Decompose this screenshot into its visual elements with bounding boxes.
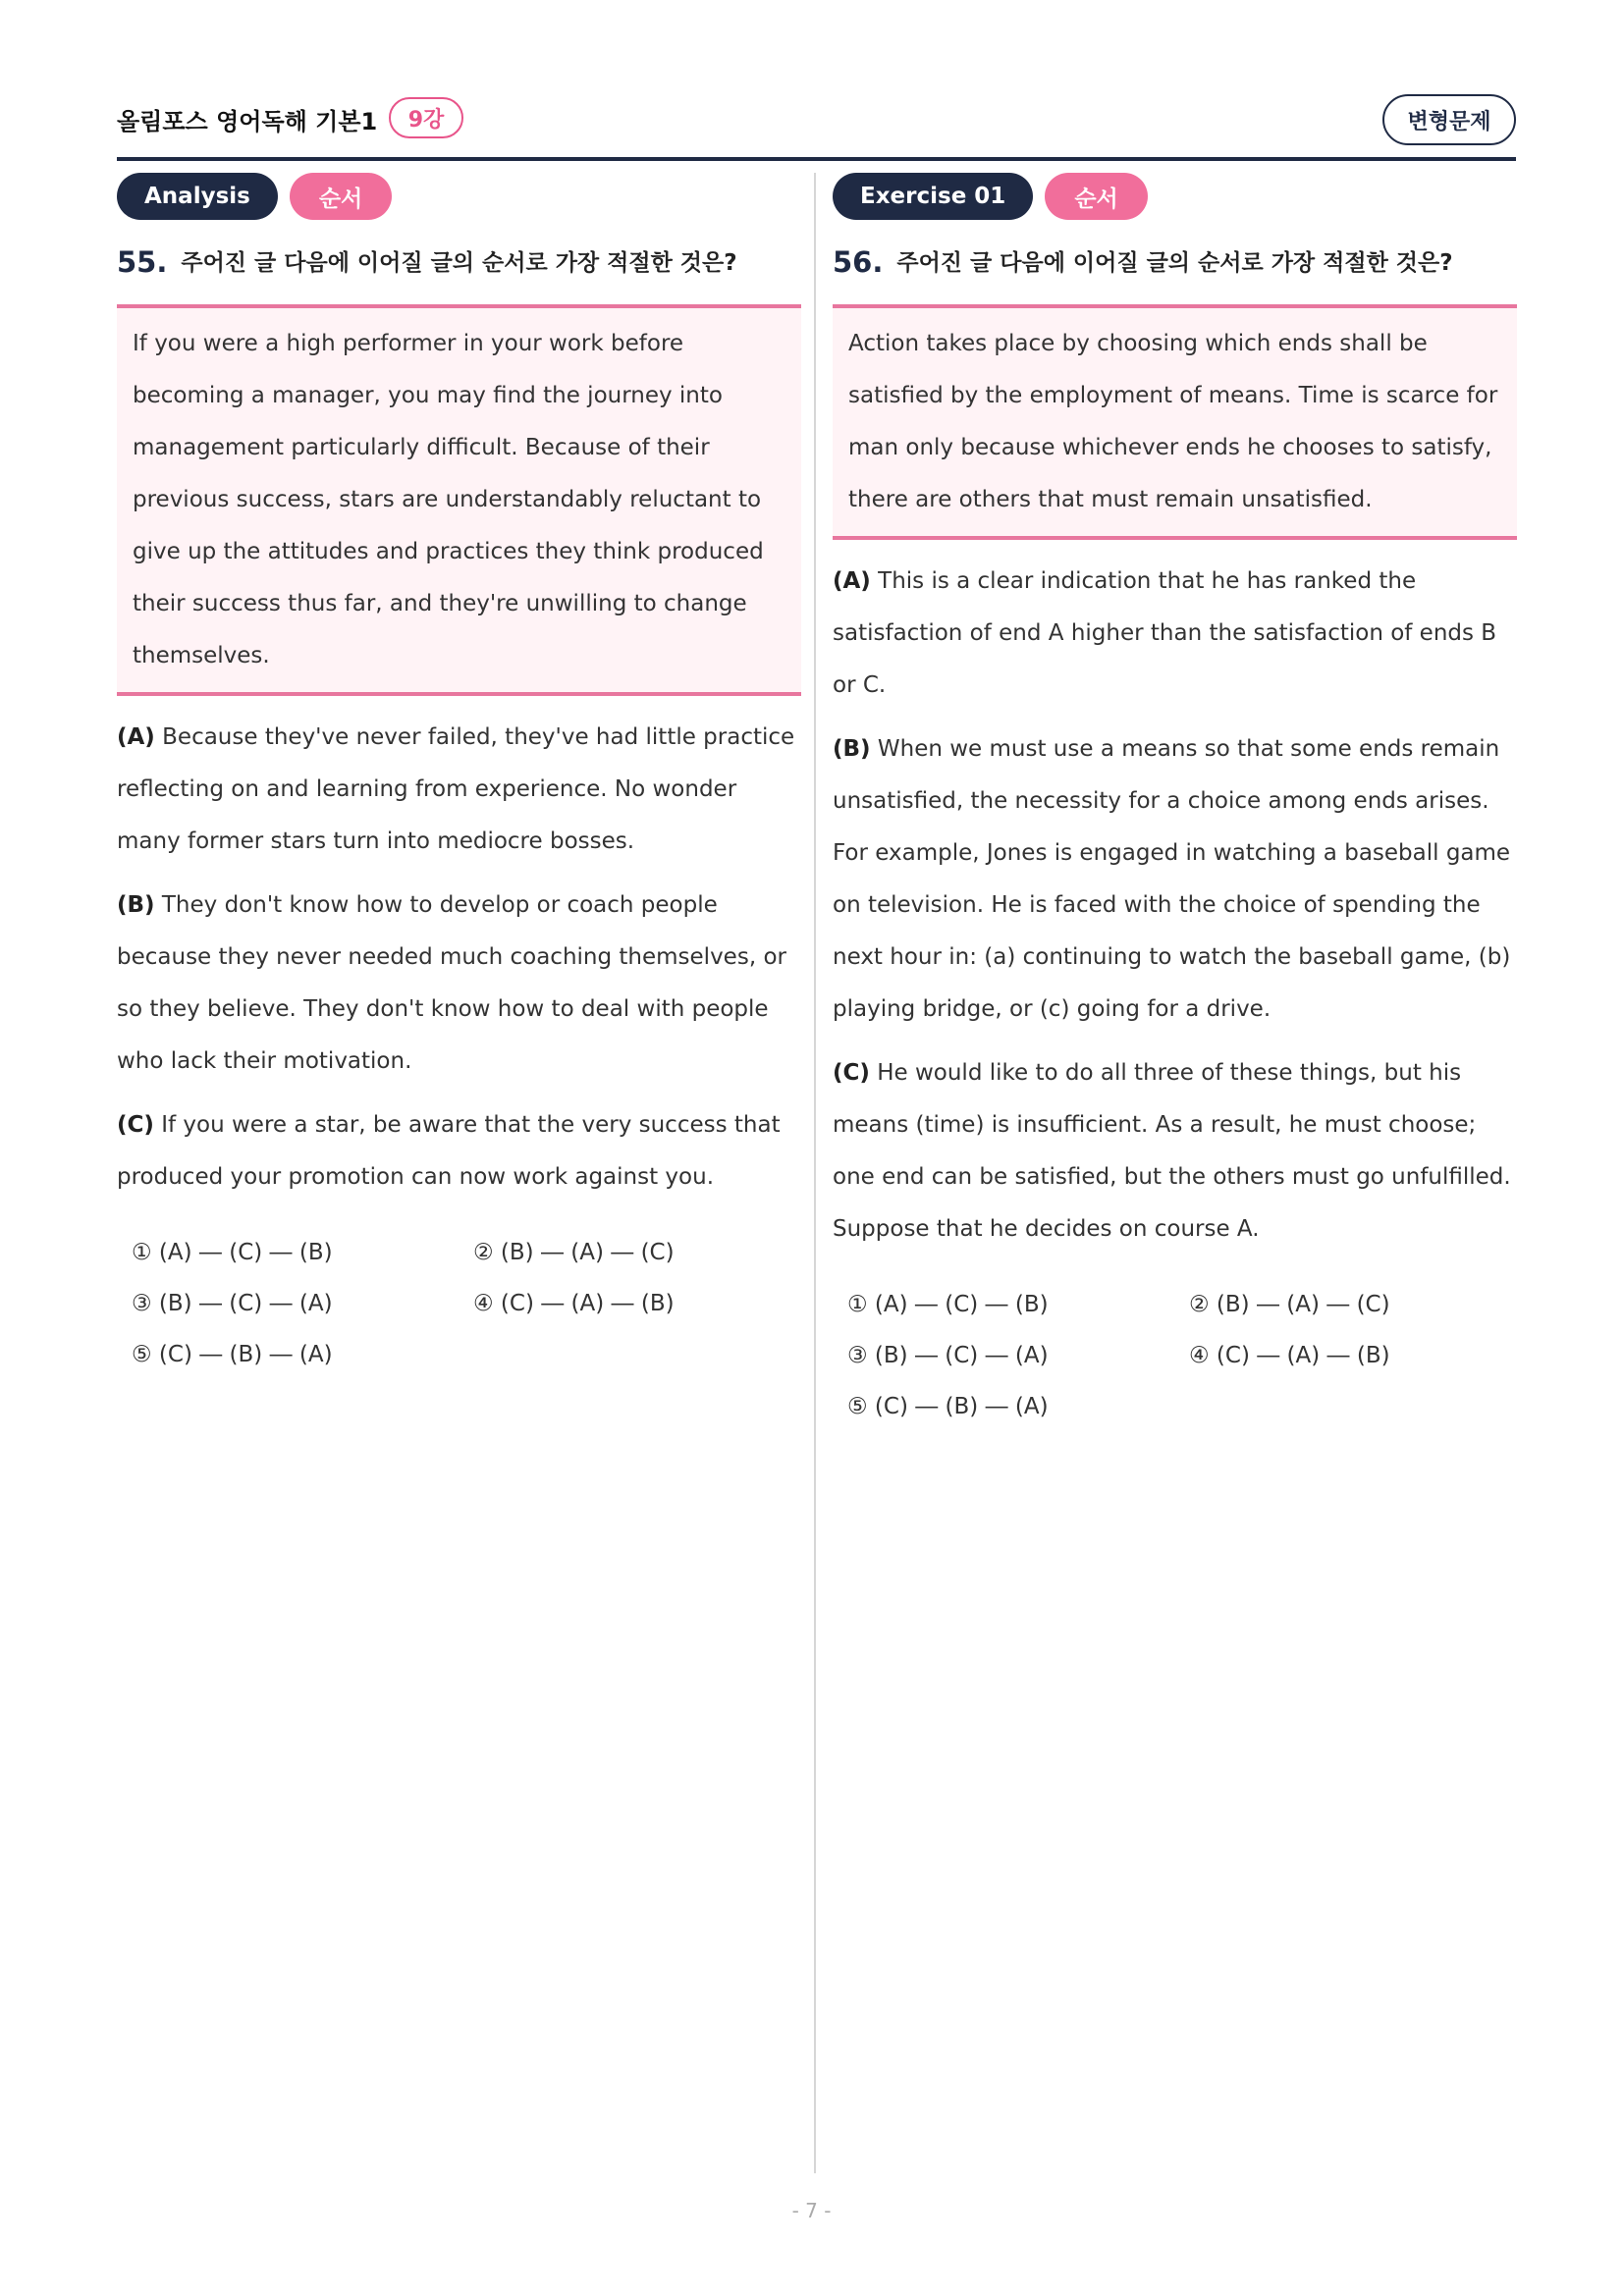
paragraph-text: They don't know how to develop or coach people because they never needed much coaching themselves, or so they believe. They don't know how to deal with people who lack their motivation. xyxy=(117,892,786,1074)
choice-1[interactable]: ① (A) ― (C) ― (B) xyxy=(847,1292,1049,1317)
book-title: 올림포스 영어독해 기본1 xyxy=(117,108,378,135)
choice-3[interactable]: ③ (B) ― (C) ― (A) xyxy=(132,1291,333,1316)
paragraph-a xyxy=(117,712,801,868)
paragraph-c xyxy=(117,1099,801,1203)
lesson-badge: 9강 xyxy=(389,97,463,138)
answer-choices xyxy=(117,1227,801,1380)
given-passage-text: Action takes place by choosing which ends shall be satisfied by the employment of means. Time is scarce for man only because whichever ends he chooses to satisfy, there are others that must remain unsatisfied. xyxy=(848,331,1498,512)
order-tag: 순서 xyxy=(1045,173,1147,220)
paragraph-text: This is a clear indication that he has ranked the satisfaction of end A higher than the satisfaction of ends B or C. xyxy=(833,568,1497,698)
paragraph-label: (C) xyxy=(117,1112,154,1138)
exercise-tag: Exercise 01 xyxy=(833,173,1033,220)
passage-paragraphs xyxy=(833,556,1517,1255)
analysis-tag: Analysis xyxy=(117,173,278,220)
choice-2[interactable]: ② (B) ― (A) ― (C) xyxy=(1189,1292,1390,1317)
choice-5[interactable]: ⑤ (C) ― (B) ― (A) xyxy=(132,1342,333,1367)
choice-5[interactable]: ⑤ (C) ― (B) ― (A) xyxy=(847,1394,1049,1419)
passage-paragraphs xyxy=(117,712,801,1203)
page-header xyxy=(117,94,1516,161)
right-tags xyxy=(833,173,1517,222)
choice-2[interactable]: ② (B) ― (A) ― (C) xyxy=(473,1240,675,1265)
paragraph-b xyxy=(117,880,801,1088)
question-header xyxy=(833,245,1517,308)
right-column xyxy=(833,173,1517,1432)
question-text: 주어진 글 다음에 이어질 글의 순서로 가장 적절한 것은? xyxy=(181,250,737,276)
choice-1[interactable]: ① (A) ― (C) ― (B) xyxy=(132,1240,333,1265)
choice-4[interactable]: ④ (C) ― (A) ― (B) xyxy=(473,1291,675,1316)
left-column xyxy=(117,173,801,1380)
given-passage-text: If you were a high performer in your work before becoming a manager, you may find the journey into management particularly difficult. Because of their previous success, stars are understandably reluctant to give up the attitudes and practices they think produced their success thus far, and they're unwilling to change themselves. xyxy=(133,331,764,668)
paragraph-text: Because they've never failed, they've had little practice reflecting on and learning from experience. No wonder many former stars turn into mediocre bosses. xyxy=(117,724,795,854)
question-header xyxy=(117,245,801,308)
question-number: 56. xyxy=(833,245,884,279)
question-text: 주어진 글 다음에 이어질 글의 순서로 가장 적절한 것은? xyxy=(896,250,1453,276)
left-tags xyxy=(117,173,801,222)
paragraph-b xyxy=(833,723,1517,1036)
page-number: - 7 - xyxy=(791,2199,832,2222)
column-divider xyxy=(814,173,816,2173)
paragraph-label: (A) xyxy=(117,724,155,750)
paragraph-label: (A) xyxy=(833,568,871,594)
paragraph-text: He would like to do all three of these things, but his means (time) is insufficient. As a result, he must choose; one end can be satisfied, but the others must go unfulfilled. Suppose that he decides on course A. xyxy=(833,1060,1511,1242)
order-tag: 순서 xyxy=(290,173,392,220)
paragraph-label: (C) xyxy=(833,1060,870,1086)
answer-choices xyxy=(833,1279,1517,1432)
given-passage xyxy=(117,308,801,696)
paragraph-text: If you were a star, be aware that the very success that produced your promotion can now work against you. xyxy=(117,1112,781,1190)
paragraph-label: (B) xyxy=(833,736,871,762)
question-type-badge: 변형문제 xyxy=(1382,94,1516,145)
choice-3[interactable]: ③ (B) ― (C) ― (A) xyxy=(847,1343,1049,1368)
question-number: 55. xyxy=(117,245,168,279)
paragraph-label: (B) xyxy=(117,892,155,918)
given-passage xyxy=(833,308,1517,540)
choice-4[interactable]: ④ (C) ― (A) ― (B) xyxy=(1189,1343,1390,1368)
paragraph-c xyxy=(833,1047,1517,1255)
paragraph-a xyxy=(833,556,1517,712)
paragraph-text: When we must use a means so that some ends remain unsatisfied, the necessity for a choice among ends arises. For example, Jones is engaged in watching a baseball game on television. He is faced with the choice of spending the next hour in: (a) continuing to watch the baseball game, (b) playing bridge, or (c) going for a drive. xyxy=(833,736,1511,1022)
